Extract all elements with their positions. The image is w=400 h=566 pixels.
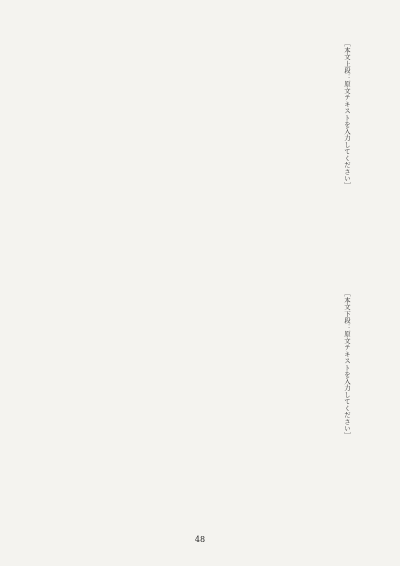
page-number: 48 [194, 535, 206, 544]
body-text-lower: ［本文下段：原文テキストを入力してください］ [343, 290, 351, 439]
body-text-upper: ［本文上段：原文テキストを入力してください］ [343, 40, 351, 189]
